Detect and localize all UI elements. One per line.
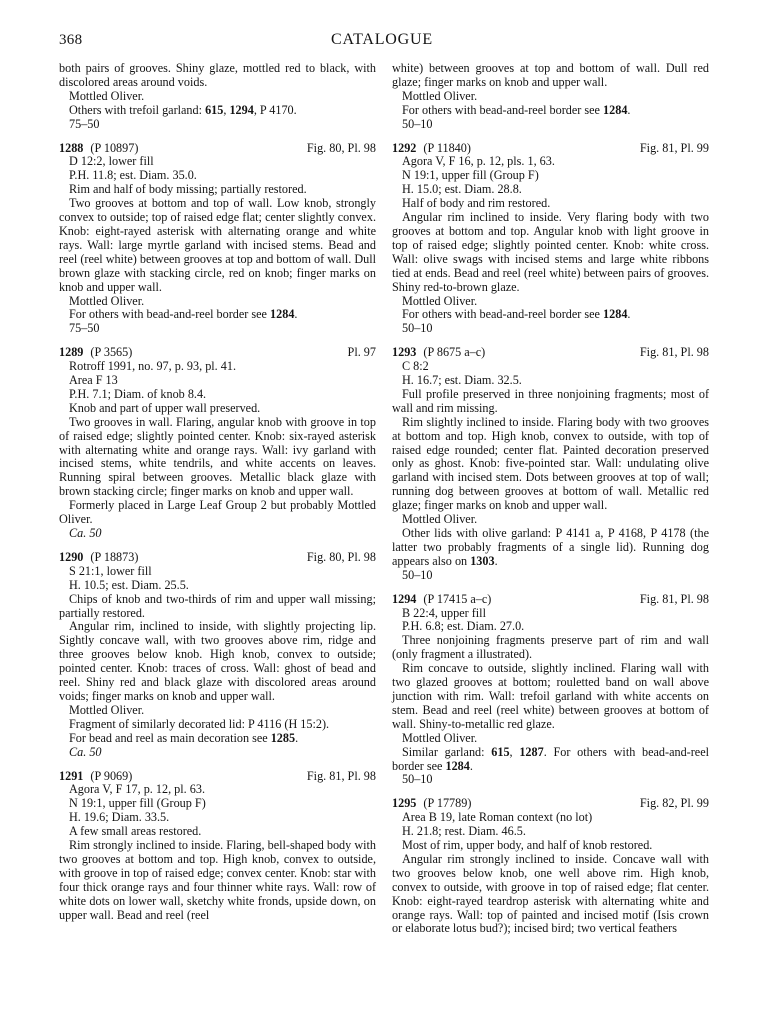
entry-line: P.H. 11.8; est. Diam. 35.0. — [69, 168, 197, 183]
figure-reference: Pl. 97 — [347, 345, 376, 360]
catalogue-entry-1294 — [392, 593, 709, 788]
entry-line: Area F 13 — [69, 373, 118, 388]
entry-id — [59, 142, 138, 156]
text-run: For others with bead-and-reel border see — [402, 307, 604, 322]
entry-id — [392, 797, 471, 811]
entry-line: Area B 19, late Roman context (no lot) — [402, 810, 593, 825]
entry-line: white) between grooves at top and bottom of wall. Dull red glaze; finger marks on knob and upper wall. — [392, 61, 709, 89]
entry-number: 1294 — [392, 591, 417, 606]
catalogue-entry-1288 — [59, 142, 376, 337]
entry-line: Mottled Oliver. — [402, 730, 478, 745]
entry-line: 50–10 — [402, 772, 433, 787]
page-header — [0, 30, 764, 54]
entry-line: A few small areas restored. — [69, 824, 202, 839]
figure-reference: Fig. 81, Pl. 98 — [639, 345, 709, 360]
entry-continuation — [392, 62, 709, 132]
left-column — [59, 62, 376, 932]
inventory-number: (P 10897) — [87, 140, 139, 155]
entry-line: Angular rim inclined to inside. Very flaring body with two grooves at bottom and top. Angular knob with light groove in top of raised edge; slightly pointed center. Knob: white cross. Wall: olive swags with incised stems and large white ribbons tied at ends. Bead and reel (reel white) between pairs of grooves. Shiny red-to-brown glaze. — [392, 210, 709, 294]
entry-heading — [59, 346, 376, 360]
figure-reference: Fig. 81, Pl. 98 — [306, 768, 376, 783]
catalogue-entry-1292 — [392, 142, 709, 337]
entry-line: Formerly placed in Large Leaf Group 2 but probably Mottled Oliver. — [59, 498, 376, 527]
text-run: , — [223, 102, 230, 117]
text-run: For others with bead-and-reel border see — [402, 102, 604, 117]
inventory-number: (P 17415 a–c) — [420, 591, 492, 606]
entry-id — [392, 142, 471, 156]
entry-line: D 12:2, lower fill — [69, 154, 154, 169]
entry-heading — [59, 551, 376, 565]
text-run: . — [627, 102, 631, 117]
entry-line: Mottled Oliver. — [69, 88, 145, 103]
entry-line: H. 19.6; Diam. 33.5. — [69, 810, 170, 825]
entry-line: Two grooves in wall. Flaring, angular knob with groove in top of raised edge; slightly pointed center. Knob: six-rayed asterisk with alternating white and orange rays. Wall: ivy garland with incised stems, white tendrils, and white accents on leaves. Running spiral between grooves. Metallic black glaze with brown stacking circle; finger marks on knob and upper wall. — [59, 414, 376, 499]
catalogue-cross-reference: 615 — [205, 102, 224, 117]
entry-line: Rim concave to outside, slightly inclined. Flaring wall with two glazed grooves at bottom; rouletted band on wall above junction with rim. Wall: trefoil garland with white accents on stem. Bead and reel (reel white) between grooves at bottom of wall. Shiny-to-metallic red glaze. — [392, 661, 709, 731]
figure-reference: Fig. 81, Pl. 99 — [639, 140, 709, 155]
text-run: . — [494, 553, 498, 568]
entry-continuation — [59, 62, 376, 132]
catalogue-cross-reference: 1284 — [603, 102, 628, 117]
entry-id — [59, 551, 138, 565]
entry-line: 50–10 — [402, 116, 433, 131]
catalogue-cross-reference: 1284 — [270, 307, 295, 322]
text-run: Other lids with olive garland: P 4141 a, P 4168, P 4178 (the latter two probably fragments of a single lid). Running dog appears also on — [392, 526, 709, 568]
entry-line: H. 16.7; est. Diam. 32.5. — [402, 373, 522, 388]
entry-line: Agora V, F 16, p. 12, pls. 1, 63. — [402, 154, 555, 169]
text-run: . For others with bead-and-reel border see — [392, 744, 709, 773]
entry-line: Fragment of similarly decorated lid: P 4116 (H 15:2). — [69, 716, 330, 731]
entry-line: Full profile preserved in three nonjoining fragments; most of wall and rim missing. — [392, 386, 709, 415]
entry-line: 75–50 — [69, 116, 100, 131]
entry-line: Ca. 50 — [69, 744, 102, 759]
text-run: For bead and reel as main decoration see — [69, 730, 271, 745]
entry-line: H. 15.0; est. Diam. 28.8. — [402, 182, 522, 197]
text-run: , — [509, 744, 520, 759]
entry-line: Two grooves at bottom and top of wall. Low knob, strongly convex to outside; top of raised edge flat; center slightly convex. Knob: eight-rayed asterisk with alternating orange and white rays. Wall: large myrtle garland with incised stems. Bead and reel (reel white) between grooves at top and bottom of wall. Dull brown glaze with stacking circle, red on knob; finger marks on knob and upper wall. — [59, 196, 376, 294]
entry-line: P.H. 6.8; est. Diam. 27.0. — [402, 619, 525, 634]
inventory-number: (P 18873) — [87, 549, 139, 564]
entry-number: 1292 — [392, 140, 417, 155]
entry-line: H. 10.5; est. Diam. 25.5. — [69, 577, 189, 592]
figure-reference: Fig. 80, Pl. 98 — [306, 549, 376, 564]
entry-number: 1290 — [59, 549, 84, 564]
right-column — [392, 62, 709, 946]
entry-line: Chips of knob and two-thirds of rim and upper wall missing; partially restored. — [59, 591, 376, 620]
catalogue-cross-reference: 1284 — [445, 758, 470, 773]
entry-line — [392, 746, 709, 774]
entry-line: N 19:1, upper fill (Group F) — [69, 796, 206, 811]
entry-line: Knob and part of upper wall preserved. — [69, 400, 261, 415]
entry-heading — [392, 593, 709, 607]
entry-line: S 21:1, lower fill — [69, 563, 152, 578]
catalogue-entry-1289 — [59, 346, 376, 541]
entry-line: H. 21.8; rest. Diam. 46.5. — [402, 824, 526, 839]
entry-number: 1289 — [59, 345, 84, 360]
entry-line: 50–10 — [402, 567, 433, 582]
entry-id — [392, 593, 491, 607]
catalogue-entry-1293 — [392, 346, 709, 582]
entry-number: 1295 — [392, 796, 417, 811]
catalogue-cross-reference: 1303 — [470, 553, 495, 568]
entry-line: C 8:2 — [402, 359, 429, 374]
entry-heading — [59, 770, 376, 784]
catalogue-cross-reference: 1284 — [603, 307, 628, 322]
running-head: CATALOGUE — [331, 31, 433, 48]
entry-id — [59, 770, 132, 784]
catalogue-entry-1290 — [59, 551, 376, 760]
inventory-number: (P 17789) — [420, 796, 472, 811]
entry-line: 50–10 — [402, 321, 433, 336]
entry-line: N 19:1, upper fill (Group F) — [402, 168, 539, 183]
catalogue-entry-1295 — [392, 797, 709, 936]
inventory-number: (P 11840) — [420, 140, 471, 155]
entry-line: Agora V, F 17, p. 12, pl. 63. — [69, 782, 205, 797]
catalogue-cross-reference: 615 — [491, 744, 510, 759]
entry-line: Mottled Oliver. — [69, 293, 145, 308]
inventory-number: (P 9069) — [87, 768, 133, 783]
text-run: For others with bead-and-reel border see — [69, 307, 271, 322]
entry-line: Angular rim strongly inclined to inside. Concave wall with two grooves below knob, one well above rim. High knob, convex to outside, with groove in top of raised edge; flat center. Knob: eight-rayed teardrop asterisk with alternating white and orange rays. Wall: top of painted and incised motif (Isis crown or elaborate lotus bud?); incised bird; two vertical feathers — [392, 851, 709, 936]
entry-line: Angular rim, inclined to inside, with slightly projecting lip. Sightly concave wall, with two grooves above rim, ridge and three grooves below knob. High knob, convex to outside; pointed center. Knob: traces of cross. Wall: ghost of bead and reel. Shiny red and black glaze with discolored areas around voids; finger marks on knob and upper wall. — [59, 619, 376, 703]
entry-line: Mottled Oliver. — [402, 512, 478, 527]
entry-line: Most of rim, upper body, and half of knob restored. — [402, 838, 653, 853]
entry-line — [69, 308, 376, 322]
entry-number: 1288 — [59, 140, 84, 155]
inventory-number: (P 3565) — [87, 345, 133, 360]
catalogue-cross-reference: 1287 — [519, 744, 544, 759]
figure-reference: Fig. 82, Pl. 99 — [639, 796, 709, 811]
entry-line: Mottled Oliver. — [402, 88, 478, 103]
text-run: Others with trefoil garland: — [69, 102, 206, 117]
entry-line: Rotroff 1991, no. 97, p. 93, pl. 41. — [69, 359, 237, 374]
entry-line — [402, 104, 709, 118]
entry-line: Rim slightly inclined to inside. Flaring body with two grooves at bottom and top. High knob, convex to outside, with top of raised edge rounded; center flat. Painted decoration preserved only as ghost. Knob: five-pointed star. Wall: undulating olive garland with incised stem. Dots between grooves at top of wall; running dog between grooves at bottom of wall. Metallic red glaze; finger marks on knob and upper wall. — [392, 414, 709, 513]
entry-number: 1293 — [392, 345, 417, 360]
entry-line: 75–50 — [69, 321, 100, 336]
entry-line: Ca. 50 — [69, 526, 102, 540]
page-number: 368 — [59, 32, 83, 48]
entry-number: 1291 — [59, 768, 84, 783]
figure-reference: Fig. 80, Pl. 98 — [306, 140, 376, 155]
entry-id — [392, 346, 485, 360]
entry-line: B 22:4, upper fill — [402, 605, 486, 620]
entry-line: Rim strongly inclined to inside. Flaring, bell-shaped body with two grooves at bottom and top. High knob, convex to outside, with groove in top of raised edge; convex center. Knob: star with four thick orange rays and four thinner white rays. Wall: row of white dots on lower wall, sketchy white fronds, upside down, on upper wall. Bead and reel (reel — [59, 838, 376, 922]
entry-id — [59, 346, 132, 360]
text-run: . — [627, 307, 631, 322]
entry-heading — [392, 797, 709, 811]
entry-line: P.H. 7.1; Diam. of knob 8.4. — [69, 386, 207, 401]
text-run: . — [469, 758, 473, 773]
entry-line — [402, 308, 709, 322]
entry-line: Three nonjoining fragments preserve part of rim and wall (only fragment a illustrated). — [392, 633, 709, 662]
entry-line: Mottled Oliver. — [402, 293, 478, 308]
entry-line: Half of body and rim restored. — [402, 196, 551, 211]
entry-line: both pairs of grooves. Shiny glaze, mottled red to black, with discolored areas around voids. — [59, 61, 376, 89]
entry-heading — [392, 346, 709, 360]
text-run: . — [295, 730, 299, 745]
text-run: . — [294, 307, 298, 322]
entry-line: Mottled Oliver. — [69, 702, 145, 717]
catalogue-cross-reference: 1285 — [270, 730, 296, 745]
entry-heading — [59, 142, 376, 156]
entry-line — [392, 527, 709, 569]
entry-line — [69, 104, 376, 118]
catalogue-entry-1291 — [59, 770, 376, 923]
catalogue-cross-reference: 1294 — [229, 102, 254, 117]
figure-reference: Fig. 81, Pl. 98 — [639, 591, 709, 606]
entry-line: Rim and half of body missing; partially restored. — [69, 182, 307, 197]
entry-heading — [392, 142, 709, 156]
inventory-number: (P 8675 a–c) — [420, 345, 486, 360]
text-run: , P 4170. — [253, 102, 297, 117]
text-run: Similar garland: — [402, 744, 492, 759]
entry-line — [69, 732, 376, 746]
